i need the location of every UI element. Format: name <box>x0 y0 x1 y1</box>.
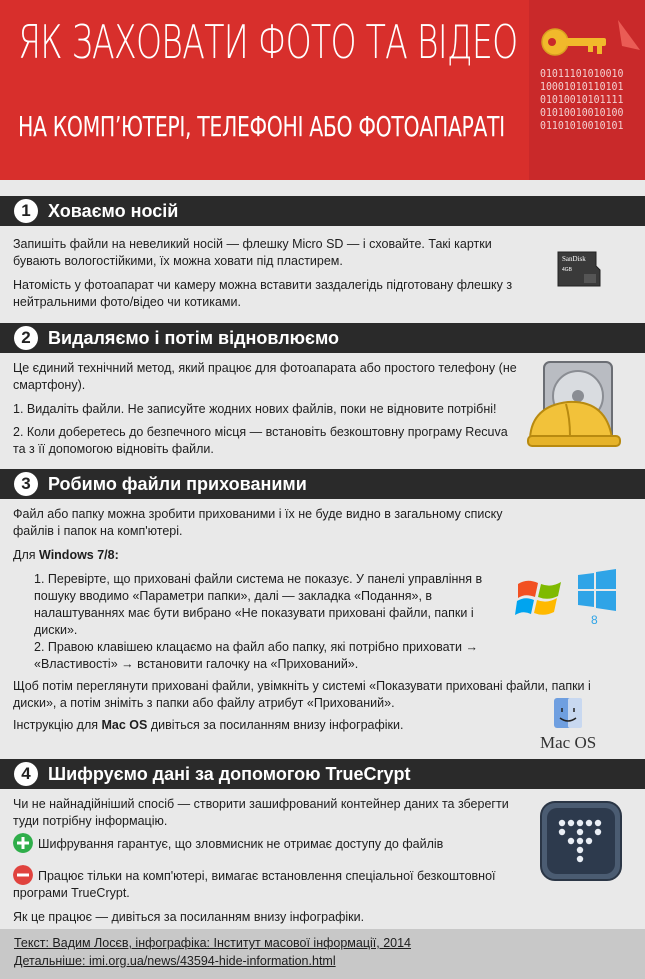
key-icon <box>540 24 610 60</box>
section-4-intro: Чи не найнадійніший спосіб — створити зашифрований контейнер даних та зберегти туди потрібну інформацію. <box>13 797 509 828</box>
section-2-header <box>0 323 645 353</box>
section-3-title: Робимо файли прихованими <box>48 474 307 494</box>
section-3-number: 3 <box>14 472 38 496</box>
card-size-text: 4GB <box>562 267 573 273</box>
section-2-number: 2 <box>14 326 38 350</box>
page-fold-icon <box>618 20 640 50</box>
section-3-step-1: 1. Перевірте, що приховані файли система не показує. У панелі управління в пошуку вводимо «Параметри папки», далі — закладка «Подання», в налаштуваннях має бути вибрано «Не показувати приховані файли, папки і диски». <box>34 572 483 637</box>
section-4-pro: Шифрування гарантує, що зловмисник не отримає доступу до файлів <box>38 837 444 851</box>
section-3-after: Щоб потім переглянути приховані файли, увімкніть у системі «Показувати приховані файли, папки і диски», а потім зніміть з папки або файлу атрибут «Прихований». <box>13 679 591 710</box>
section-2-text-2: 1. Видаліть файли. Не записуйте жодних нових файлів, поки не відновите потрібні! <box>13 402 497 416</box>
microsd-card-icon <box>556 250 602 288</box>
section-3-step-2: 2. Правою клавішею клацаємо на файл або папку, які потрібно приховати → «Властивості» → встановити галочку на «Прихований». <box>34 640 478 671</box>
card-brand-text: SanDisk <box>562 255 586 263</box>
binary-code: 01011101010010 10001010110101 01010010101111 01010010010100 01101010010101 <box>540 67 624 132</box>
section-3-windows-label: Для Windows 7/8: <box>13 548 119 562</box>
truecrypt-logo-icon <box>540 801 622 881</box>
windows-7-logo-icon <box>515 576 565 620</box>
section-2-title: Видаляємо і потім відновлюємо <box>48 328 340 348</box>
section-1-text-1: Запишіть файли на невеликий носій — флешку Micro SD — і сховайте. Такі картки бувають вологостійкими, їх можна ховати під пластирем. <box>13 237 492 268</box>
section-4-number: 4 <box>14 762 38 786</box>
section-1-number: 1 <box>14 199 38 223</box>
section-4-outro: Як це працює — дивіться за посиланням внизу інфографіки. <box>13 910 365 924</box>
section-1-text-2: Натомість у фотоапарат чи камеру можна вставити заздалегідь підготовану флешку з нейтральними фото/відео чи котиками. <box>13 278 513 309</box>
page-title: ЯК ЗАХОВАТИ ФОТО ТА ВІДЕО <box>18 15 518 69</box>
section-1-header <box>0 196 645 226</box>
section-3-intro: Файл або папку можна зробити прихованими і їх не буде видно в загальному списку файлів і папок на комп'ютері. <box>13 507 503 538</box>
windows-8-logo-icon <box>576 569 618 625</box>
section-4-con: Працює тільки на комп'ютері, вимагає встановлення спеціальної безкоштовної програми TrueCrypt. <box>13 869 496 900</box>
windows-8-label: 8 <box>591 613 598 625</box>
section-4-title: Шифруємо дані за допомогою TrueCrypt <box>48 764 411 784</box>
footer-credits: Текст: Вадим Лосєв, інфографіка: Інститут масової інформації, 2014 <box>14 936 412 950</box>
recuva-hdd-helmet-icon <box>526 358 626 460</box>
section-4-header <box>0 759 645 789</box>
footer <box>0 929 645 979</box>
header-banner <box>0 0 645 180</box>
page-subtitle: НА КОМП’ЮТЕРІ, ТЕЛЕФОНІ АБО ФОТОАПАРАТІ <box>18 110 505 143</box>
section-2-text-1: Це єдиний технічний метод, який працює для фотоапарата або простого телефону (не смартфону). <box>13 361 517 392</box>
section-3-header <box>0 469 645 499</box>
section-1-title: Ховаємо носій <box>48 201 179 221</box>
mac-os-logo-icon <box>538 696 602 752</box>
plus-icon <box>13 833 33 853</box>
section-3-mac-note: Інструкцію для Mac OS дивіться за посиланням внизу інфографіки. <box>13 718 404 732</box>
section-2-text-3: 2. Коли доберетесь до безпечного місця — встановіть безкоштовну програму Recuva та з її допомогою відновіть файли. <box>13 425 508 456</box>
mac-os-logo-text: Mac OS <box>540 733 597 752</box>
footer-link[interactable]: Детальніше: imi.org.ua/news/43594-hide-information.html <box>14 954 336 968</box>
